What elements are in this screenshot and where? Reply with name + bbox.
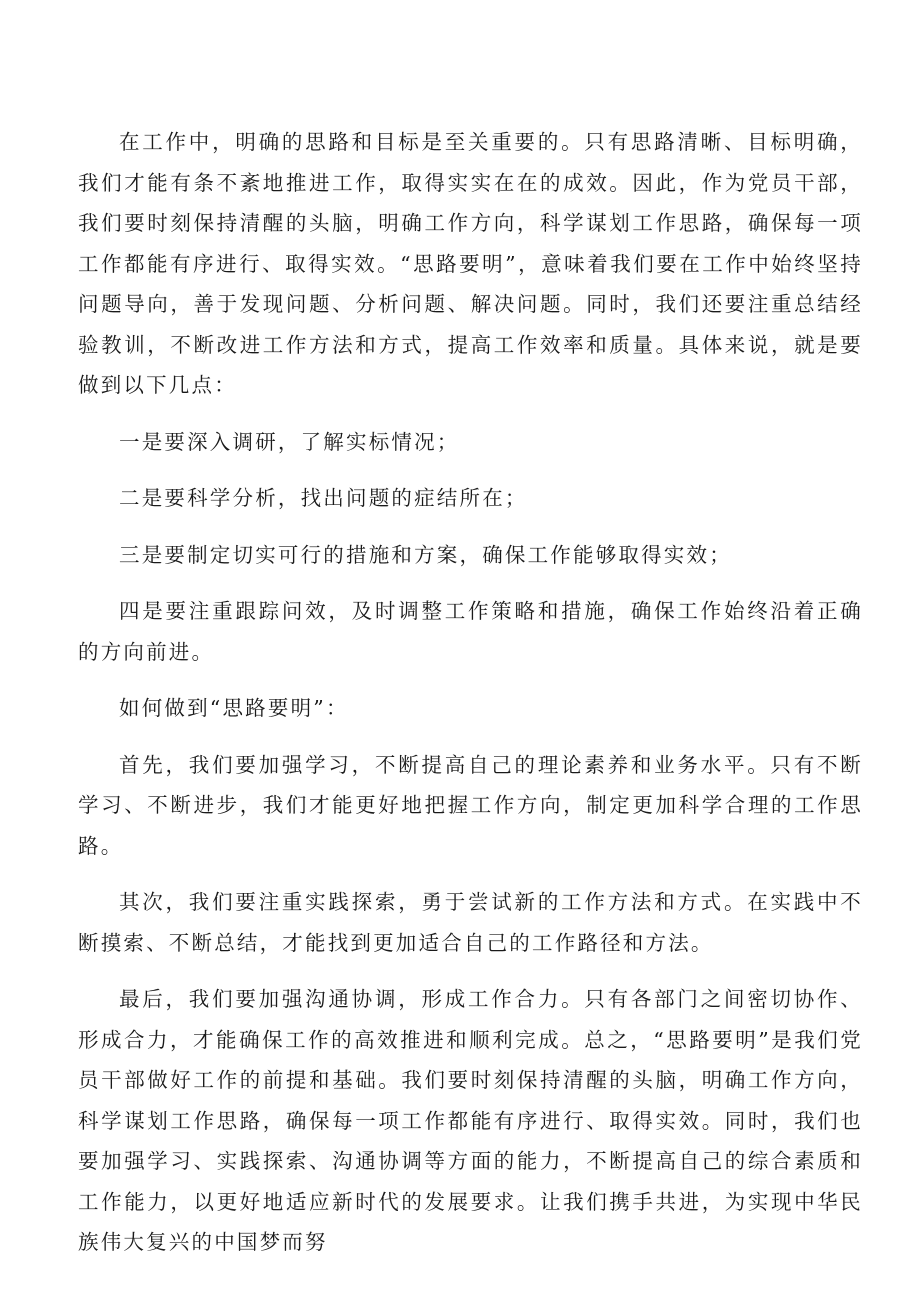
paragraph-first: 首先，我们要加强学习，不断提高自己的理论素养和业务水平。只有不断学习、不断进步，我们才能更好地把握工作方向，制定更加科学合理的工作思路。	[78, 752, 863, 858]
paragraph-gap	[78, 963, 863, 979]
paragraph-point-2: 二是要科学分析，找出问题的症结所在；	[119, 486, 528, 510]
paragraph-gap	[78, 462, 863, 478]
paragraph-point-4: 四是要注重跟踪问效，及时调整工作策略和措施，确保工作始终沿着正确的方向前进。	[78, 599, 863, 664]
paragraph-gap	[78, 519, 863, 535]
section-heading-how: 如何做到“思路要明”：	[119, 696, 349, 720]
paragraph-gap	[78, 406, 863, 422]
paragraph-gap	[78, 672, 863, 688]
paragraph-gap	[78, 729, 863, 745]
document-body	[78, 122, 863, 1263]
paragraph-intro: 在工作中，明确的思路和目标是至关重要的。只有思路清晰、目标明确，我们才能有条不紊地推进工作，取得实实在在的成效。因此，作为党员干部，我们要时刻保持清醒的头脑，明确工作方向，科学谋划工作思路，确保每一项工作都能有序进行、取得实效。“思路要明”，意味着我们要在工作中始终坚持问题导向，善于发现问题、分析问题、解决问题。同时，我们还要注重总结经验教训，不断改进工作方法和方式，提高工作效率和质量。具体来说，就是要做到以下几点：	[78, 130, 863, 397]
paragraph-point-3: 三是要制定切实可行的措施和方案，确保工作能够取得实效；	[119, 542, 732, 567]
paragraph-gap	[78, 575, 863, 591]
paragraph-point-1: 一是要深入调研，了解实标情况；	[119, 429, 460, 454]
paragraph-last: 最后，我们要加强沟通协调，形成工作合力。只有各部门之间密切协作、形成合力，才能确保工作的高效推进和顺利完成。总之，“思路要明”是我们党员干部做好工作的前提和基础。我们要时刻保持清醒的头脑，明确工作方向，科学谋划工作思路，确保每一项工作都能有序进行、取得实效。同时，我们也要加强学习、实践探索、沟通协调等方面的能力，不断提高自己的综合素质和工作能力，以更好地适应新时代的发展要求。让我们携手共进，为实现中华民族伟大复兴的中国梦而努	[78, 987, 863, 1254]
paragraph-gap	[78, 866, 863, 882]
paragraph-second: 其次，我们要注重实践探索，勇于尝试新的工作方法和方式。在实践中不断摸索、不断总结，才能找到更加适合自己的工作路径和方法。	[78, 890, 863, 955]
